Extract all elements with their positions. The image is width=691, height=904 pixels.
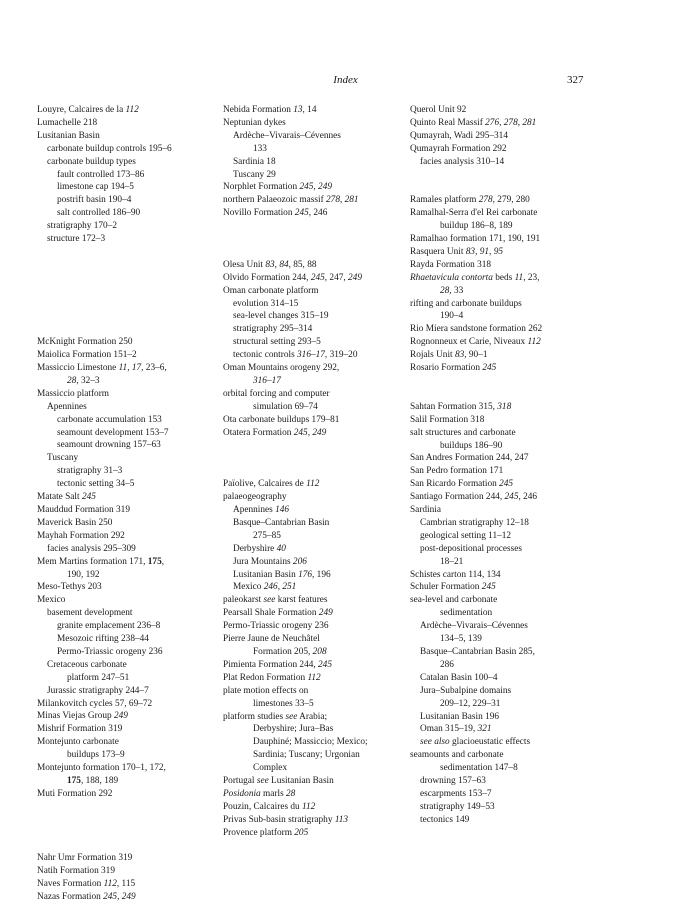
index-entry: Catalan Basin 100–4 [420,672,498,683]
index-entry: seamounts and carbonate [410,750,504,761]
index-entry: limestone cap 194–5 [57,182,134,193]
entry-spacer [223,440,403,453]
index-entry: facies analysis 310–14 [420,156,505,167]
index-entry: Olvido Formation 244, 245, 247, 249 [223,272,362,283]
index-entry: Salil Formation 318 [410,414,485,425]
index-entry: Tuscany 29 [233,169,276,180]
index-entry: Mishrif Formation 319 [37,724,123,735]
index-entry: Basque–Cantabrian Basin 285, [420,647,535,657]
index-entry: 28, 33 [440,285,464,296]
index-entry: seamount drowning 157–63 [57,440,161,451]
index-entry: Maiolica Formation 151–2 [37,350,137,361]
index-entry: 190, 192 [67,569,100,580]
index-entry: Massiccio Limestone 11, 17, 23–6, [37,363,167,374]
index-entry: paleokarst see karst features [223,595,328,606]
index-column-3 [410,104,590,827]
index-entry: Qumayrah Formation 292 [410,143,507,154]
index-entry: stratigraphy 149–53 [420,801,495,812]
index-entry: Jura Mountains 206 [233,556,307,567]
index-entry: 175, 188, 189 [67,776,119,787]
entry-spacer [37,259,215,272]
entry-spacer [223,452,403,465]
index-entry: Mexico 246, 251 [233,582,297,593]
index-entry: granite emplacement 236–8 [57,621,161,632]
index-entry: Provence platform 205 [223,827,309,838]
index-entry: 133 [253,143,267,154]
entry-spacer [223,220,403,233]
index-entry: Païolive, Calcaires de 112 [223,479,320,490]
index-entry: Novillo Formation 245, 246 [223,208,328,219]
index-entry: buildups 186–90 [440,440,503,451]
index-entry: Cretaceous carbonate [47,659,127,670]
index-entry: Mesozoic rifting 238–44 [57,634,149,645]
index-entry: 316–17 [253,375,281,386]
index-entry: Derbyshire; Jura–Bas [253,724,334,735]
index-column-1 [37,104,215,904]
index-entry: Jura–Subalpine domains [420,685,512,696]
index-entry: San Pedro formation 171 [410,466,504,477]
index-entry: buildups 173–9 [67,750,125,761]
index-entry: Cambrian stratigraphy 12–18 [420,517,529,528]
index-entry: Muti Formation 292 [37,788,113,799]
index-entry: salt structures and carbonate [410,427,516,438]
index-entry: post-depositional processes [420,543,522,554]
index-entry: geological setting 11–12 [420,530,512,541]
index-entry: Derbyshire 40 [233,543,286,554]
index-entry: Oman 315–19, 321 [420,724,492,735]
index-entry: Formation 205, 208 [253,646,327,657]
index-entry: McKnight Formation 250 [37,337,133,348]
entry-spacer [37,246,215,259]
index-entry: platform 247–51 [67,672,130,683]
index-entry: basement development [47,608,133,619]
running-header-title: Index [333,74,358,86]
index-entry: sea-level changes 315–19 [233,311,329,322]
index-entry: Portugal see Lusitanian Basin [223,776,334,787]
index-entry: carbonate buildup controls 195–6 [47,143,172,154]
index-entry: Lumachelle 218 [37,117,98,128]
index-entry: Louyre, Calcaires de la 112 [37,105,139,115]
index-entry: Pearsall Shale Formation 249 [223,608,333,619]
index-entry: structural setting 293–5 [233,337,321,348]
index-entry: Mexico [37,595,66,606]
entry-spacer [223,233,403,246]
index-entry: 28, 32–3 [67,375,100,386]
index-entry: Nahr Umr Formation 319 [37,853,133,864]
index-entry: Lusitanian Basin 196 [420,711,500,722]
index-entry: salt controlled 186–90 [57,208,141,219]
index-entry: orbital forcing and computer [223,388,330,399]
entry-spacer [410,169,590,182]
index-entry: sea-level and carbonate [410,595,498,606]
index-entry: 134–5, 139 [440,634,482,645]
index-entry: 190–4 [440,311,464,322]
index-entry: Complex [253,763,288,774]
index-entry: Ardèche–Vivarais–Cévennes [420,621,528,632]
index-entry: Pierre Jaune de Neuchâtel [223,634,320,645]
index-entry: tectonic controls 316–17, 319–20 [233,350,358,361]
index-entry: buildup 186–8, 189 [440,221,513,232]
entry-spacer [410,375,590,388]
index-entry: Meso-Tethys 203 [37,582,102,593]
index-entry: Schuler Formation 245 [410,582,496,593]
index-entry: plate motion effects on [223,685,309,696]
index-entry: drowning 157–63 [420,776,486,787]
index-entry: rifting and carbonate buildups [410,298,522,309]
index-entry: Natih Formation 319 [37,866,115,877]
index-entry: structure 172–3 [47,234,106,245]
index-entry: Oman carbonate platform [223,285,319,296]
entry-spacer [37,298,215,311]
entry-spacer [37,827,215,840]
entry-spacer [410,181,590,194]
index-entry: Rasquera Unit 83, 91, 95 [410,246,503,257]
index-entry: Maverick Basin 250 [37,517,113,528]
entry-spacer [410,388,590,401]
index-entry: Oman Mountains orogeny 292, [223,363,340,374]
index-entry: tectonics 149 [420,814,470,825]
index-entry: Apennines [47,401,87,412]
index-entry: see also glacioeustatic effects [420,737,531,748]
index-entry: Montejunto carbonate [37,737,119,748]
index-entry: sedimentation [440,608,493,619]
index-entry: Pouzin, Calcaires du 112 [223,801,316,812]
entry-spacer [37,840,215,853]
index-entry: limestones 33–5 [253,698,314,709]
index-entry: Apennines 146 [233,505,290,515]
index-entry: Ramalhao formation 171, 190, 191 [410,234,541,245]
index-entry: Rayda Formation 318 [410,259,492,270]
index-entry: Tuscany [47,453,79,464]
index-entry: Milankovitch cycles 57, 69–72 [37,698,153,709]
index-entry: Qumayrah, Wadi 295–314 [410,130,508,141]
index-entry: escarpments 153–7 [420,788,492,799]
index-entry: Otatera Formation 245, 249 [223,427,327,438]
page-number: 327 [567,74,584,86]
index-entry: Dauphiné; Massiccio; Mexico; [253,737,368,748]
index-entry: Permo-Triassic orogeny 236 [223,621,329,632]
entry-spacer [37,272,215,285]
index-entry: Querol Unit 92 [410,105,467,115]
index-entry: Nebida Formation 13, 14 [223,105,317,115]
index-entry: stratigraphy 295–314 [233,324,313,335]
index-entry: Posidonia marls 28 [223,788,296,799]
index-entry: Pimienta Formation 244, 245 [223,659,332,670]
index-entry: Neptunian dykes [223,117,286,128]
index-entry: Rhaetavicula contorta beds 11, 23, [410,272,540,283]
index-entry: carbonate accumulation 153 [57,414,162,425]
index-entry: Mayhah Formation 292 [37,530,125,541]
index-column-2 [223,104,403,840]
index-entry: simulation 69–74 [253,401,318,412]
index-entry: Norphlet Formation 245, 249 [223,182,332,193]
index-entry: San Ricardo Formation 245 [410,479,514,490]
index-entry: Basque–Cantabrian Basin [233,517,330,528]
entry-spacer [223,465,403,478]
index-entry: stratigraphy 170–2 [47,221,117,232]
index-entry: 209–12, 229–31 [440,698,501,709]
index-entry: Sardinia; Tuscany; Urgonian [253,750,360,761]
index-entry: 275–85 [253,530,281,541]
index-entry: Mem Martins formation 171, 175, [37,556,165,567]
index-entry: evolution 314–15 [233,298,299,309]
entry-spacer [37,323,215,336]
entry-spacer [37,801,215,814]
index-entry: stratigraphy 31–3 [57,466,123,477]
index-entry: Mauddud Formation 319 [37,504,130,515]
index-entry: Ardèche–Vivarais–Cévennes [233,130,341,141]
entry-spacer [37,814,215,827]
index-entry: Jurassic stratigraphy 244–7 [47,685,149,696]
index-entry: 286 [440,659,454,670]
index-entry: Olesa Unit 83, 84, 85, 88 [223,259,317,270]
index-entry: Ramalhal-Serra d'el Rei carbonate [410,208,538,219]
index-entry: Massiccio platform [37,388,110,399]
index-entry: Privas Sub-basin stratigraphy 113 [223,814,349,825]
index-entry: Matate Salt 245 [37,492,96,503]
index-entry: Lusitanian Basin 176, 196 [233,569,331,580]
index-entry: Plat Redon Formation 112 [223,672,321,683]
index-entry: carbonate buildup types [47,156,136,167]
index-entry: 18–21 [440,556,464,567]
index-entry: Montejunto formation 170–1, 172, [37,763,166,774]
index-entry: Sardinia [410,505,441,516]
index-entry: sedimentation 147–8 [440,763,518,774]
index-entry: Schistes carton 114, 134 [410,569,501,580]
index-entry: facies analysis 295–309 [47,543,136,554]
entry-spacer [37,310,215,323]
index-entry: palaeogeography [223,492,287,503]
index-entry: Sahtan Formation 315, 318 [410,401,512,412]
index-entry: Permo-Triassic orogeny 236 [57,646,163,657]
index-entry: Rio Miera sandstone formation 262 [410,324,543,335]
index-entry: Ota carbonate buildups 179–81 [223,414,340,425]
entry-spacer [37,285,215,298]
index-entry: postrift basin 190–4 [57,195,132,206]
index-entry: Nazas Formation 245, 249 [37,892,136,903]
index-entry: fault controlled 173–86 [57,169,145,180]
entry-spacer [223,246,403,259]
index-entry: Rognonneux et Carie, Niveaux 112 [410,337,541,348]
index-entry: San Andres Formation 244, 247 [410,453,529,464]
index-entry: Rosario Formation 245 [410,363,497,374]
index-entry: northern Palaeozoic massif 278, 281 [223,195,359,206]
index-entry: Sardinia 18 [233,156,276,167]
index-entry: Santiago Formation 244, 245, 246 [410,492,538,503]
index-entry: Quinto Real Massif 276, 278, 281 [410,117,537,128]
index-entry: Ramales platform 278, 279, 280 [410,195,530,206]
index-entry: tectonic setting 34–5 [57,479,135,490]
index-entry: platform studies see Arabia; [223,711,328,722]
index-entry: Rojals Unit 83, 90–1 [410,350,488,361]
index-entry: seamount development 153–7 [57,427,169,438]
index-entry: Lusitanian Basin [37,130,100,141]
index-entry: Naves Formation 112, 115 [37,879,136,890]
index-entry: Minas Viejas Group 249 [37,711,128,722]
